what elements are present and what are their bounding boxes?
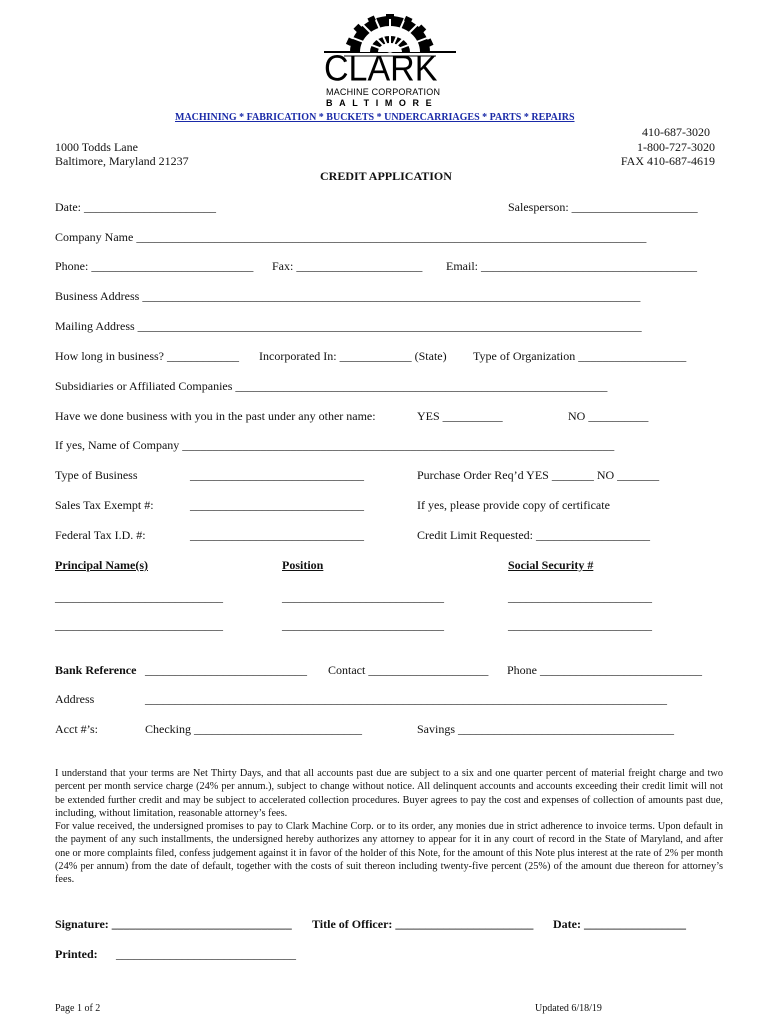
principal-header: Principal Name(s) [55, 558, 148, 572]
position-header: Position [282, 558, 324, 572]
officer-title-field[interactable]: Title of Officer: _______________________ [312, 917, 534, 931]
prior-business-question: Have we done business with you in the past under any other name: [55, 409, 376, 423]
signature-field[interactable]: Signature: ______________________________ [55, 917, 292, 931]
prior-business-no[interactable]: NO __________ [568, 409, 649, 423]
subsidiaries-field[interactable]: Subsidiaries or Affiliated Companies ______________________________________________________________ [55, 379, 608, 393]
bank-reference-field[interactable]: ___________________________ [145, 663, 307, 677]
bank-contact-field[interactable]: Contact ____________________ [328, 663, 489, 677]
incorporated-field[interactable]: Incorporated In: ____________ (State) [259, 349, 447, 363]
sales-tax-exempt-field[interactable]: _____________________________ [190, 498, 364, 512]
date-field[interactable]: Date: ______________________ [55, 200, 216, 214]
prior-company-name-field[interactable]: If yes, Name of Company ________________________________________________________________________ [55, 438, 615, 452]
printed-name-field[interactable]: ______________________________ [116, 947, 296, 961]
updated-date: Updated 6/18/19 [535, 1003, 602, 1014]
type-of-business-field[interactable]: _____________________________ [190, 468, 364, 482]
position-2[interactable]: ___________________________ [282, 618, 444, 632]
type-of-business-label: Type of Business [55, 468, 138, 482]
email-field[interactable]: Email: ____________________________________ [446, 259, 697, 273]
business-address-field[interactable]: Business Address ___________________________________________________________________________________ [55, 289, 641, 303]
principal-name-1[interactable]: ____________________________ [55, 590, 223, 604]
ssn-header: Social Security # [508, 558, 594, 572]
bank-reference-label: Bank Reference [55, 663, 137, 677]
signature-date-field[interactable]: Date: _________________ [553, 917, 686, 931]
logo-subtitle: MACHINE CORPORATION [326, 87, 441, 97]
terms-paragraph-1: I understand that your terms are Net Thirty Days, and that all accounts past due are subject to a six and one quarter percent of material freight charge and two percent per month service charge (24% per annum.), subject to change without notice. All delinquent accounts and accounts exceeding their credit limit will not be extended further credit and may be subject to accelerated collection procedures. Buyer agrees to pay the cost and expenses of collection of amounts past due, including, without limitation, reasonable attorney’s fees. [55, 768, 723, 819]
phone-1: 410-687-3020 [642, 125, 710, 139]
sales-tax-exempt-label: Sales Tax Exempt #: [55, 498, 154, 512]
company-logo [320, 14, 460, 110]
phone-2: 1-800-727-3020 [637, 140, 715, 154]
credit-limit-field[interactable]: Credit Limit Requested: ___________________ [417, 528, 650, 542]
checking-field[interactable]: Checking ____________________________ [145, 722, 362, 736]
mailing-address-field[interactable]: Mailing Address ____________________________________________________________________________________ [55, 319, 642, 333]
logo-city: BALTIMORE [326, 98, 439, 108]
bank-address-label: Address [55, 692, 95, 706]
fax-field[interactable]: Fax: _____________________ [272, 259, 423, 273]
terms-paragraph-2: For value received, the undersigned promises to pay to Clark Machine Corp. or to its order, any monies due in strict adherence to invoice terms. Upon default in the payment of any such installments, the undersigned hereby authorizes any attorney to appear for it in any court of record in the State of Maryland, and after one or more complaints filed, confess judgement against it in favor of the holder of this Note, for the amount of this Note plus interest at the rate of 2% per month (24% per annum) from the date of default, together with the costs of suit thereon including twenty-five percent (25%) of the amount due thereon for attorney’s fees. [55, 821, 723, 886]
company-name-field[interactable]: Company Name _____________________________________________________________________________________ [55, 230, 647, 244]
ssn-2[interactable]: ________________________ [508, 618, 652, 632]
years-in-business-field[interactable]: How long in business? ____________ [55, 349, 239, 363]
ssn-1[interactable]: ________________________ [508, 590, 652, 604]
fax-number: FAX 410-687-4619 [620, 154, 715, 168]
page-number: Page 1 of 2 [55, 1003, 101, 1014]
salesperson-field[interactable]: Salesperson: _____________________ [508, 200, 698, 214]
federal-tax-id-field[interactable]: _____________________________ [190, 528, 364, 542]
prior-business-yes[interactable]: YES __________ [417, 409, 503, 423]
printed-name-label: Printed: [55, 947, 98, 961]
organization-type-field[interactable]: Type of Organization __________________ [473, 349, 687, 363]
certificate-note: If yes, please provide copy of certificate [417, 498, 610, 512]
position-1[interactable]: ___________________________ [282, 590, 444, 604]
purchase-order-field[interactable]: Purchase Order Req’d YES _______ NO _______ [417, 468, 660, 482]
bank-phone-field[interactable]: Phone ___________________________ [507, 663, 702, 677]
bank-address-field[interactable]: _______________________________________________________________________________________ [145, 692, 667, 706]
address-line-1: 1000 Todds Lane [55, 140, 138, 154]
phone-field[interactable]: Phone: ___________________________ [55, 259, 254, 273]
logo-wordmark: CLARK [324, 49, 438, 89]
federal-tax-id-label: Federal Tax I.D. #: [55, 528, 146, 542]
terms-text [55, 767, 723, 887]
principal-name-2[interactable]: ____________________________ [55, 618, 223, 632]
address-line-2: Baltimore, Maryland 21237 [55, 154, 189, 168]
accounts-label: Acct #’s: [55, 722, 98, 736]
savings-field[interactable]: Savings ____________________________________ [417, 722, 675, 736]
form-title: CREDIT APPLICATION [320, 169, 452, 183]
company-tagline: MACHINING * FABRICATION * BUCKETS * UNDERCARRIAGES * PARTS * REPAIRS [175, 112, 575, 123]
